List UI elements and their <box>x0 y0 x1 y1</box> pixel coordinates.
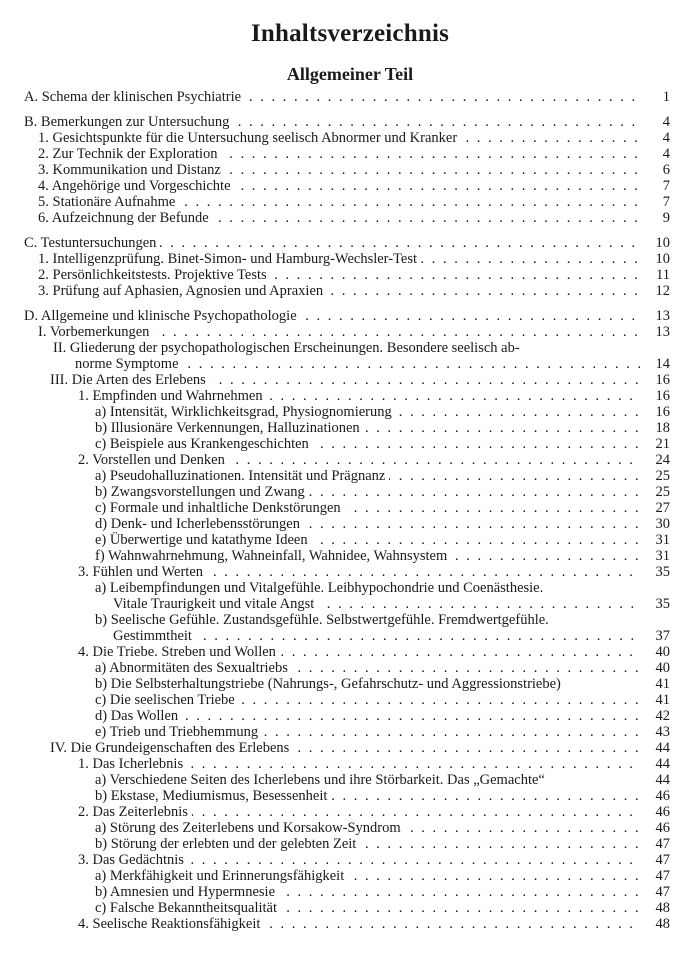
toc-entry-page: 13 <box>640 308 670 324</box>
toc-entry-page: 10 <box>640 251 670 267</box>
page-title: Inhaltsverzeichnis <box>250 20 450 47</box>
toc-entry-page: 21 <box>640 436 670 452</box>
toc-entry <box>0 500 700 516</box>
toc-entry-page: 4 <box>640 114 670 130</box>
toc-entry-page: 30 <box>640 516 670 532</box>
toc-entry-page: 18 <box>640 420 670 436</box>
toc-entry-page: 46 <box>640 820 670 836</box>
toc-entry <box>0 89 700 105</box>
toc-entry-page: 35 <box>640 564 670 580</box>
toc-entry-page: 16 <box>640 372 670 388</box>
toc-entry-title: a) Verschiedene Seiten des Icherlebens und ihre Störbarkeit. Das „Gemachte“ <box>95 772 549 788</box>
toc-entry-page: 48 <box>640 916 670 932</box>
toc-entry <box>0 356 700 372</box>
toc-entry <box>0 804 700 820</box>
toc-entry <box>0 452 700 468</box>
toc-entry-page: 47 <box>640 884 670 900</box>
toc-entry <box>0 868 700 884</box>
toc-entry-page: 16 <box>640 388 670 404</box>
toc-entry-page: 37 <box>640 628 670 644</box>
toc-entry-title: 3. Prüfung auf Aphasien, Agnosien und Apraxien <box>38 283 327 299</box>
toc-entry <box>0 660 700 676</box>
toc-entry-page: 11 <box>640 267 670 283</box>
toc-entry-title: b) Seelische Gefühle. Zustandsgefühle. Selbstwertgefühle. Fremdwertgefühle. <box>95 612 553 628</box>
toc-entry-title: e) Trieb und Triebhemmung <box>95 724 262 740</box>
toc-entry-page: 44 <box>640 772 670 788</box>
toc-entry <box>0 724 700 740</box>
toc-entry-title: b) Die Selbsterhaltungstriebe (Nahrungs-, Gefahrschutz- und Aggressionstriebe) <box>95 676 565 692</box>
toc-entry-title: d) Das Wollen <box>95 708 182 724</box>
toc-entry-page: 41 <box>640 692 670 708</box>
toc-entry-title: c) Die seelischen Triebe <box>95 692 239 708</box>
toc-entry-title: 3. Fühlen und Werten <box>78 564 207 580</box>
toc-entry-page: 47 <box>640 868 670 884</box>
toc-entry-title: 4. Angehörige und Vorgeschichte <box>38 178 235 194</box>
toc-entry-title: 2. Persönlichkeitstests. Projektive Tests <box>38 267 271 283</box>
toc-entry-page: 44 <box>640 756 670 772</box>
toc-entry <box>0 548 700 564</box>
toc-entry <box>0 210 700 226</box>
toc-entry-page: 43 <box>640 724 670 740</box>
toc-entry <box>0 178 700 194</box>
toc-entry-title: c) Beispiele aus Krankengeschichten <box>95 436 313 452</box>
toc-entry-page: 4 <box>640 146 670 162</box>
toc-entry <box>0 324 700 340</box>
toc-entry-title: 2. Vorstellen und Denken <box>78 452 229 468</box>
toc-entry <box>0 340 700 356</box>
toc-entry-page: 41 <box>640 676 670 692</box>
toc-entry <box>0 308 700 324</box>
toc-entry-page: 6 <box>640 162 670 178</box>
toc-entry <box>0 532 700 548</box>
toc-entry-page: 10 <box>640 235 670 251</box>
toc-entry-page: 25 <box>640 484 670 500</box>
toc-entry-page: 42 <box>640 708 670 724</box>
toc-entry-title: III. Die Arten des Erlebens <box>50 372 210 388</box>
toc-entry <box>0 162 700 178</box>
toc-entry-page: 1 <box>640 89 670 105</box>
toc-entry-title: IV. Die Grundeigenschaften des Erlebens <box>50 740 293 756</box>
toc-entry-title: b) Störung der erlebten und der gelebten Zeit <box>95 836 360 852</box>
toc-entry-title: norme Symptome <box>75 356 183 372</box>
toc-entry-page: 48 <box>640 900 670 916</box>
toc-entry <box>0 484 700 500</box>
toc-entry-title: Gestimmtheit <box>113 628 196 644</box>
toc-entry <box>0 916 700 932</box>
toc-entry-title: c) Formale und inhaltliche Denkstörungen <box>95 500 345 516</box>
toc-entry-page: 24 <box>640 452 670 468</box>
toc-entry <box>0 900 700 916</box>
toc-entry-page: 9 <box>640 210 670 226</box>
toc-entry <box>0 628 700 644</box>
toc-entry <box>0 267 700 283</box>
toc-entry-page: 31 <box>640 532 670 548</box>
toc-entry-title: Vitale Traurigkeit und vitale Angst <box>113 596 318 612</box>
toc-entry-title: a) Pseudohalluzinationen. Intensität und Prägnanz <box>95 468 389 484</box>
toc-entry-page: 47 <box>640 836 670 852</box>
toc-entry <box>0 283 700 299</box>
toc-entry-page: 14 <box>640 356 670 372</box>
toc-entry-title: f) Wahnwahrnehmung, Wahneinfall, Wahnidee, Wahnsystem <box>95 548 451 564</box>
toc-entry-page: 47 <box>640 852 670 868</box>
toc-entry-title: 4. Die Triebe. Streben und Wollen <box>78 644 280 660</box>
toc-entry <box>0 740 700 756</box>
toc-entry-title: d) Denk- und Icherlebensstörungen <box>95 516 304 532</box>
toc-entry-title: B. Bemerkungen zur Untersuchung <box>24 114 233 130</box>
toc-entry-page: 46 <box>640 788 670 804</box>
toc-entry-page: 4 <box>640 130 670 146</box>
section-heading: Allgemeiner Teil <box>286 64 414 84</box>
toc-entry-title: 3. Das Gedächtnis <box>78 852 188 868</box>
toc-entry <box>0 612 700 628</box>
toc-entry-title: b) Illusionäre Verkennungen, Halluzinationen <box>95 420 364 436</box>
toc-entry-title: 3. Kommunikation und Distanz <box>38 162 225 178</box>
toc-entry <box>0 756 700 772</box>
toc-entry <box>0 708 700 724</box>
toc-entry-title: D. Allgemeine und klinische Psychopathologie <box>24 308 301 324</box>
toc-entry-page: 40 <box>640 644 670 660</box>
toc-entry-page: 7 <box>640 178 670 194</box>
toc-entry <box>0 114 700 130</box>
toc-entry-title: II. Gliederung der psychopathologischen Erscheinungen. Besondere seelisch ab- <box>53 340 524 356</box>
toc-entry-title: 4. Seelische Reaktionsfähigkeit <box>78 916 264 932</box>
toc-entry-title: A. Schema der klinischen Psychiatrie <box>24 89 245 105</box>
toc-entry-page: 35 <box>640 596 670 612</box>
toc-entry-title: a) Abnormitäten des Sexualtriebs <box>95 660 292 676</box>
toc-entry-title: 1. Das Icherlebnis <box>78 756 187 772</box>
toc-entry <box>0 580 700 596</box>
toc-entry-title: b) Ekstase, Mediumismus, Besessenheit <box>95 788 331 804</box>
toc-entry-title: 5. Stationäre Aufnahme <box>38 194 179 210</box>
table-of-contents <box>0 88 700 932</box>
toc-entry <box>0 516 700 532</box>
toc-entry <box>0 436 700 452</box>
toc-entry <box>0 146 700 162</box>
toc-entry-title: e) Überwertige und katathyme Ideen <box>95 532 312 548</box>
toc-entry <box>0 404 700 420</box>
toc-entry-title: 1. Intelligenzprüfung. Binet-Simon- und Hamburg-Wechsler-Test <box>38 251 421 267</box>
toc-entry <box>0 564 700 580</box>
toc-entry-page: 16 <box>640 404 670 420</box>
toc-entry-page: 25 <box>640 468 670 484</box>
toc-entry-title: b) Amnesien und Hypermnesie <box>95 884 279 900</box>
toc-entry-title: a) Merkfähigkeit und Erinnerungsfähigkeit <box>95 868 348 884</box>
toc-entry <box>0 420 700 436</box>
toc-entry-page: 7 <box>640 194 670 210</box>
toc-entry-title: b) Zwangsvorstellungen und Zwang <box>95 484 309 500</box>
toc-entry-title: 6. Aufzeichnung der Befunde <box>38 210 213 226</box>
toc-entry <box>0 692 700 708</box>
toc-entry <box>0 820 700 836</box>
toc-entry-page: 27 <box>640 500 670 516</box>
toc-entry <box>0 788 700 804</box>
toc-entry-page: 46 <box>640 804 670 820</box>
toc-entry <box>0 596 700 612</box>
toc-entry <box>0 772 700 788</box>
toc-entry <box>0 235 700 251</box>
toc-entry-title: c) Falsche Bekanntheitsqualität <box>95 900 281 916</box>
toc-entry-page: 12 <box>640 283 670 299</box>
toc-entry-page: 31 <box>640 548 670 564</box>
toc-entry-title: 1. Empfinden und Wahrnehmen <box>78 388 267 404</box>
toc-entry <box>0 388 700 404</box>
toc-entry-title: I. Vorbemerkungen <box>38 324 153 340</box>
toc-entry-title: 2. Zur Technik der Exploration <box>38 146 222 162</box>
toc-entry <box>0 468 700 484</box>
toc-entry <box>0 194 700 210</box>
toc-entry-title: 2. Das Zeiterlebnis <box>78 804 192 820</box>
toc-entry-title: a) Störung des Zeiterlebens und Korsakow-Syndrom <box>95 820 405 836</box>
toc-entry <box>0 372 700 388</box>
toc-entry-title: 1. Gesichtspunkte für die Untersuchung seelisch Abnormer und Kranker <box>38 130 461 146</box>
toc-entry <box>0 644 700 660</box>
toc-entry <box>0 251 700 267</box>
toc-entry <box>0 130 700 146</box>
toc-entry-title: a) Intensität, Wirklichkeitsgrad, Physiognomierung <box>95 404 396 420</box>
toc-entry-title: a) Leibempfindungen und Vitalgefühle. Leibhypochondrie und Coenästhesie. <box>95 580 547 596</box>
toc-entry <box>0 836 700 852</box>
toc-entry <box>0 852 700 868</box>
toc-entry <box>0 884 700 900</box>
toc-entry-page: 44 <box>640 740 670 756</box>
toc-entry-page: 13 <box>640 324 670 340</box>
toc-entry <box>0 676 700 692</box>
toc-entry-title: C. Testuntersuchungen <box>24 235 160 251</box>
toc-entry-page: 40 <box>640 660 670 676</box>
